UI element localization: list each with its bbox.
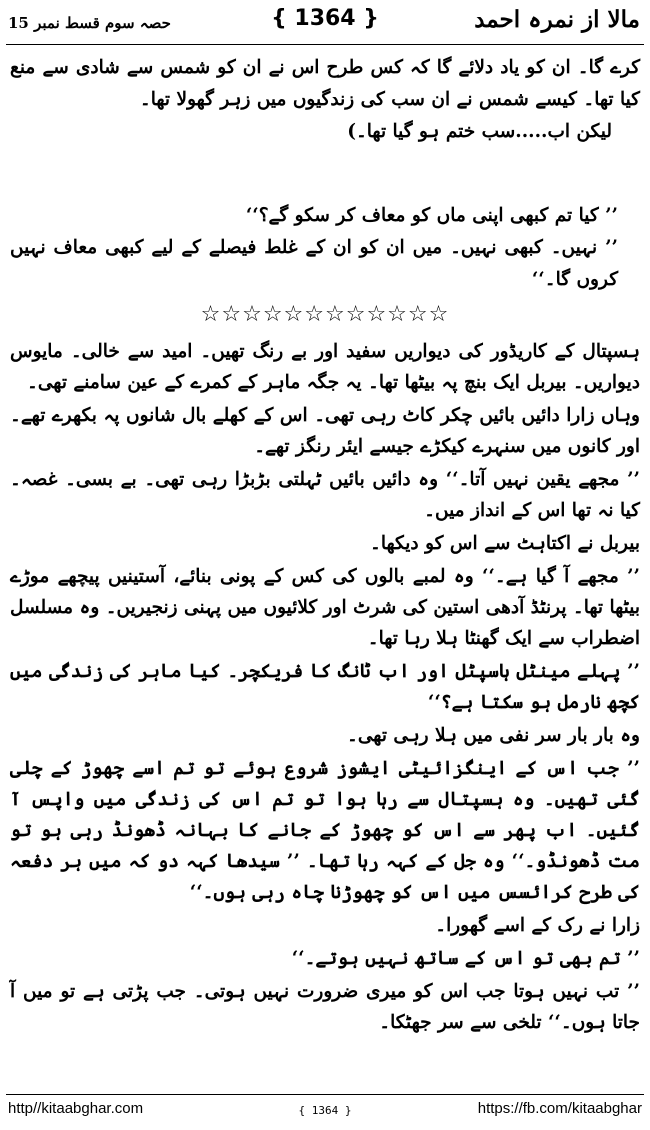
paragraph-13: ’’ تب نہیں ہوتا جب اس کو میری ضرورت نہیں ہوتی۔ جب پڑتی ہے تو میں آ جاتا ہوں۔‘‘ تلخی سے سر جھٹکا۔ <box>10 981 640 1033</box>
facebook-link[interactable]: https://fb.com/kitaabghar <box>477 1100 642 1117</box>
paragraph-11: زارا نے رک کے اسے گھورا۔ <box>435 915 640 936</box>
paragraph-3: ہسپتال کے کاریڈور کی دیواریں سفید اور بے رنگ تھیں۔ امید سے خالی۔ مایوس دیواریں۔ بیربل ایک بنچ پہ بیٹھا تھا۔ یہ جگہ ماہر کے کمرے کے عین سامنے تھی۔ <box>10 341 640 393</box>
paragraph-8: ’’ پہلے مینٹل ہاسپٹل اور اب ٹانگ کا فریکچر۔ کیا ماہر کی زندگی میں کچھ نارمل ہو سکتا ہے؟‘‘ <box>10 661 640 713</box>
section-gap <box>10 148 640 200</box>
dialogue-question: ’’ کیا تم کبھی اپنی ماں کو معاف کر سکو گے؟‘‘ <box>245 205 618 226</box>
book-title: مالا از نمرہ احمد <box>474 6 640 33</box>
page-footer <box>0 1097 650 1127</box>
header-page-number: { 1364 } <box>271 6 379 31</box>
paragraph-12: ’’ تم بھی تو اس کے ساتھ نہیں ہوتے۔‘‘ <box>291 948 640 969</box>
paragraph-10: ’’ جب اس کے اینگزائیٹی ایشوز شروع ہوئے تو تم اسے چھوڑ کے چلی گئی تھیں۔ وہ ہسپتال سے رہا ہوا تو تم اس کی زندگی میں واپس آ گئیں۔ اب پھر سے اس کو چھوڑ کے جانے کا بہانہ ڈھونڈ رہی ہو تو مت ڈھونڈو۔‘‘ وہ جل کے کہہ رہا تھا۔ ’’ سیدھا کہہ دو کہ میں ہر دفعہ کی طرح کرائسس میں اس کو چھوڑنا چاہ رہی ہوں۔‘‘ <box>10 758 640 903</box>
paragraph-1: کرے گا۔ ان کو یاد دلائے گا کہ کس طرح اس نے ان کو شمس سے شادی سے منع کیا تھا۔ کیسے شمس نے ان سب کی زندگیوں میں زہر گھولا تھا۔ <box>10 57 640 110</box>
dialogue-answer: ’’ نہیں۔ کبھی نہیں۔ میں ان کو ان کے غلط فیصلے کے لیے کبھی معاف نہیں کروں گا۔‘‘ <box>10 237 618 290</box>
page-body <box>10 52 640 1088</box>
paragraph-9: وہ بار بار سر نفی میں ہلا رہی تھی۔ <box>347 725 640 746</box>
paragraph-4: وہاں زارا دائیں بائیں چکر کاٹ رہی تھی۔ اس کے کھلے بال شانوں پہ بکھرے تھے۔ اور کانوں میں سنہرے کیکڑے جیسے ایئر رنگز تھے۔ <box>10 405 640 457</box>
paragraph-6: بیربل نے اکتاہٹ سے اس کو دیکھا۔ <box>370 533 640 554</box>
footer-page-number: { 1364 } <box>298 1104 352 1117</box>
paragraph-7: ’’ مجھے آ گیا ہے۔‘‘ وہ لمبے بالوں کی کس کے پونی بنائے، آستینیں پیچھے موڑے بیٹھا تھا۔ پرنٹڈ آدھی استین کی شرٹ اور کلائیوں میں پہنی زنجیریں۔ وہ مسلسل اضطراب سے ایک گھنٹا ہلا رہا تھا۔ <box>10 566 640 649</box>
header-divider <box>6 44 644 45</box>
site-link[interactable]: http//kitaabghar.com <box>8 1100 144 1117</box>
paragraph-5: ’’ مجھے یقین نہیں آتا۔‘‘ وہ دائیں بائیں ٹہلتی بڑبڑا رہی تھی۔ بے بسی۔ غصہ۔ کیا نہ تھا اس کے انداز میں۔ <box>10 469 640 521</box>
paragraph-2: لیکن اب.....سب ختم ہو گیا تھا۔) <box>347 121 612 142</box>
part-label: حصہ سوم قسط نمبر 15 <box>8 14 171 32</box>
page-header <box>6 2 644 42</box>
section-separator: ☆☆☆☆☆☆☆☆☆☆☆☆ <box>200 302 450 327</box>
footer-divider <box>6 1094 644 1095</box>
